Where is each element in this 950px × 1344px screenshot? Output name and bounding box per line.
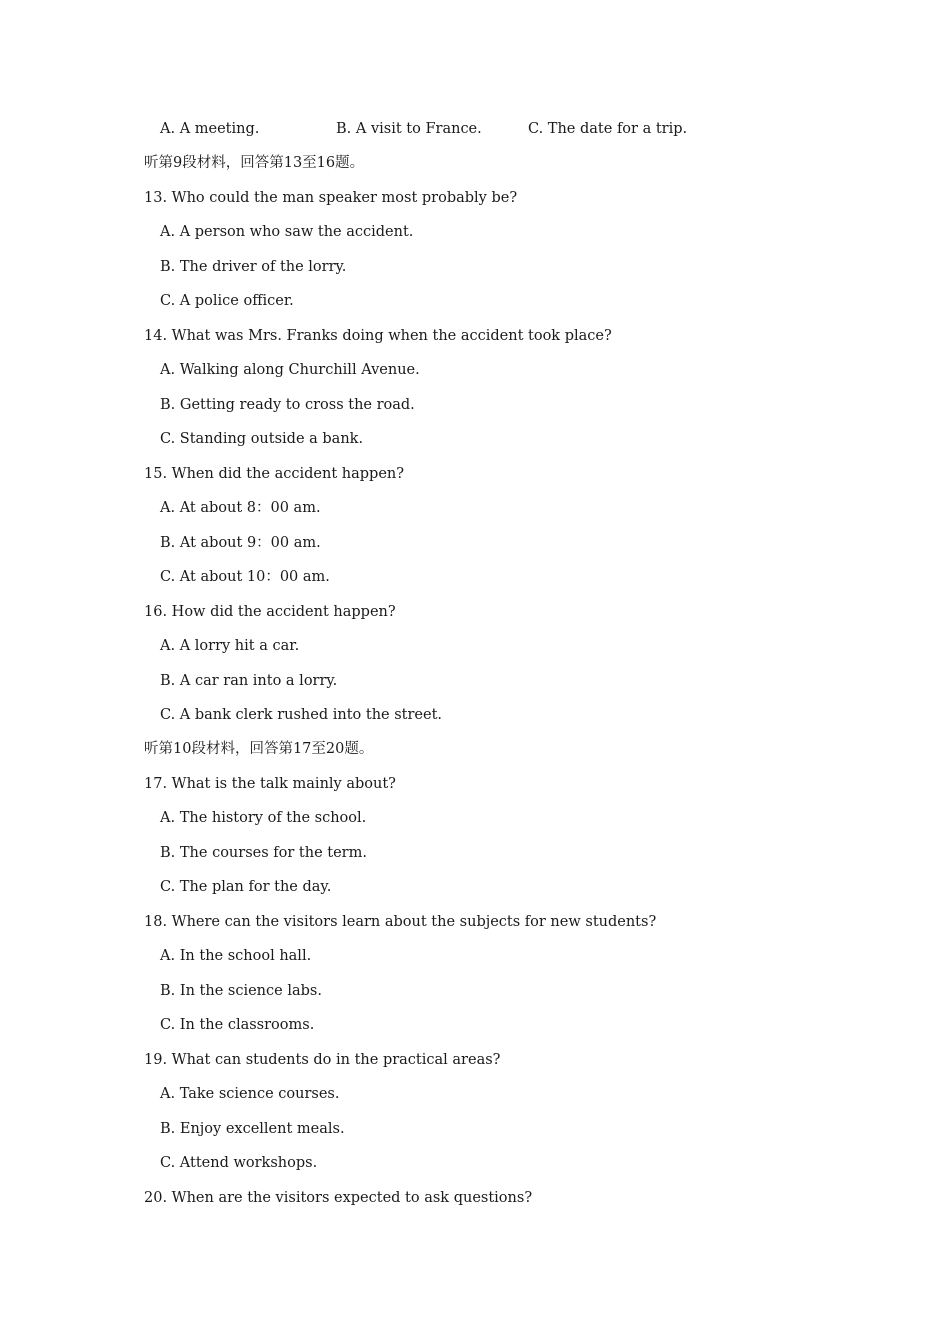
q17-option-c: C. The plan for the day. <box>160 879 332 895</box>
section-9-instruction: 听第9段材料，回答第13至16题。 <box>144 155 365 171</box>
q19-option-c: C. Attend workshops. <box>160 1155 318 1171</box>
q16-option-c: C. A bank clerk rushed into the street. <box>160 707 443 723</box>
q14-option-b: B. Getting ready to cross the road. <box>160 397 415 413</box>
q12-option-c: C. The date for a trip. <box>528 121 688 137</box>
q13-option-b: B. The driver of the lorry. <box>160 259 347 275</box>
q14-option-c: C. Standing outside a bank. <box>160 431 364 447</box>
q17-option-a: A. The history of the school. <box>160 810 367 826</box>
question-19: 19. What can students do in the practical areas? <box>144 1052 501 1068</box>
q16-option-a: A. A lorry hit a car. <box>160 638 300 654</box>
q18-option-c: C. In the classrooms. <box>160 1017 315 1033</box>
question-18: 18. Where can the visitors learn about the subjects for new students? <box>144 914 657 930</box>
section-10-instruction: 听第10段材料，回答第17至20题。 <box>144 741 374 757</box>
q15-option-b: B. At about 9：00 am. <box>160 535 321 551</box>
q13-option-c: C. A police officer. <box>160 293 294 309</box>
question-15: 15. When did the accident happen? <box>144 466 405 482</box>
q13-option-a: A. A person who saw the accident. <box>160 224 414 240</box>
q17-option-b: B. The courses for the term. <box>160 845 367 861</box>
q18-option-a: A. In the school hall. <box>160 948 312 964</box>
question-16: 16. How did the accident happen? <box>144 604 396 620</box>
question-14: 14. What was Mrs. Franks doing when the accident took place? <box>144 328 612 344</box>
q16-option-b: B. A car ran into a lorry. <box>160 673 338 689</box>
q12-option-a: A. A meeting. <box>160 121 260 137</box>
question-13: 13. Who could the man speaker most probably be? <box>144 190 518 206</box>
q19-option-a: A. Take science courses. <box>160 1086 340 1102</box>
question-17: 17. What is the talk mainly about? <box>144 776 396 792</box>
q19-option-b: B. Enjoy excellent meals. <box>160 1121 345 1137</box>
q15-option-c: C. At about 10：00 am. <box>160 569 330 585</box>
q12-option-b: B. A visit to France. <box>336 121 482 137</box>
question-20: 20. When are the visitors expected to ask questions? <box>144 1190 533 1206</box>
q18-option-b: B. In the science labs. <box>160 983 322 999</box>
q15-option-a: A. At about 8：00 am. <box>160 500 321 516</box>
q14-option-a: A. Walking along Churchill Avenue. <box>160 362 420 378</box>
